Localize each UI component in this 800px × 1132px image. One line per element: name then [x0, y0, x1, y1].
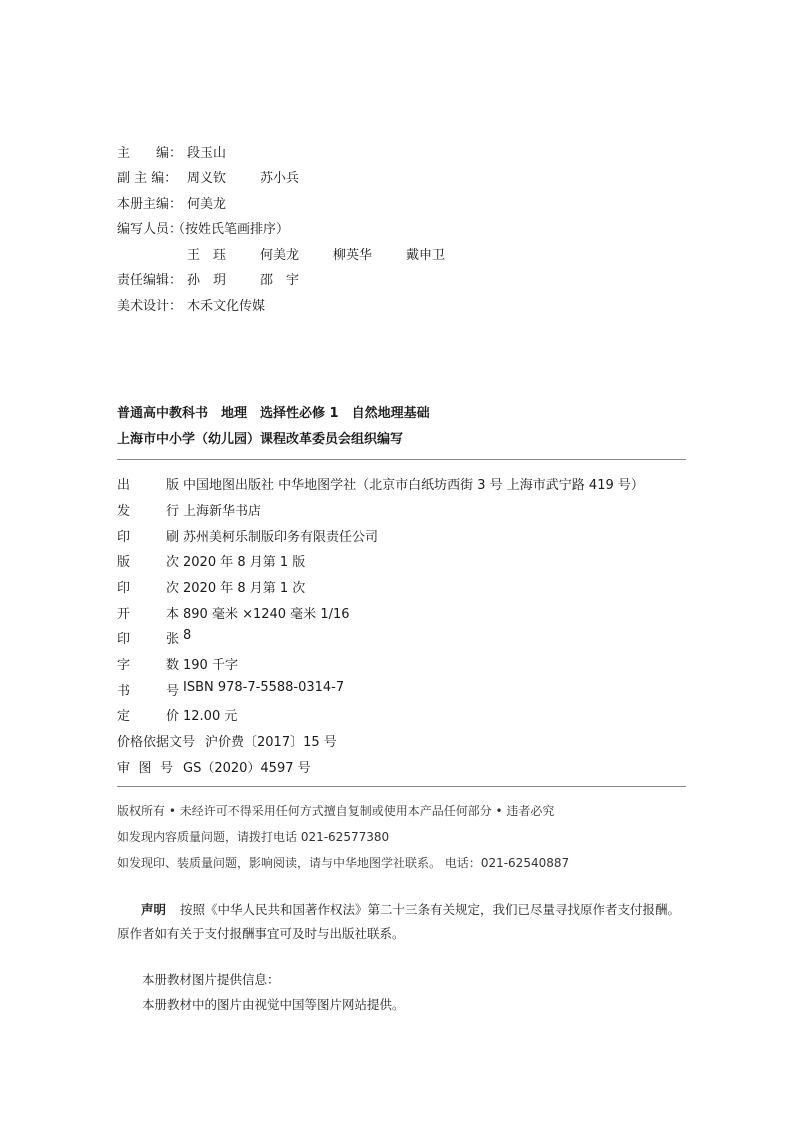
pub-label: 书号	[117, 684, 179, 699]
pub-label: 审图号	[117, 761, 173, 776]
pub-label: 印张	[117, 632, 179, 647]
pub-value: 中国地图出版社 中华地图学社（北京市白纸坊西街 3 号 上海市武宁路 419 号）	[183, 478, 644, 493]
pub-label: 印刷	[117, 530, 179, 545]
pub-row	[117, 577, 306, 596]
pub-row	[117, 680, 345, 699]
credit-name: 柳英华	[333, 248, 373, 263]
divider-top	[117, 459, 686, 460]
statement-text: 按照《中华人民共和国著作权法》第二十三条有关规定，我们已尽量寻找原作者支付报酬。原作者如有关于支付报酬事宜可及时与出版社联系。	[117, 902, 681, 941]
credit-label: 副 主 编：	[117, 171, 178, 186]
content-quality-notice: 如发现内容质量问题，请拨打电话 021-62577380	[117, 830, 390, 844]
credit-names: 段玉山	[187, 146, 227, 161]
pub-value: 12.00 元	[183, 709, 238, 724]
pub-value: 2020 年 8 月第 1 版	[183, 555, 306, 570]
statement-heading: 声明	[141, 902, 167, 917]
pub-value: GS（2020）4597 号	[183, 761, 311, 776]
pub-label: 价格依据文号	[117, 735, 196, 750]
credit-writers	[117, 218, 290, 237]
credit-volume-editor	[117, 193, 227, 212]
divider-bottom	[117, 786, 686, 787]
credit-editor-in-chief	[117, 142, 227, 161]
pub-label: 发行	[117, 504, 179, 519]
credit-names	[187, 167, 333, 186]
pub-label: 版次	[117, 555, 179, 570]
pub-label: 出版	[117, 478, 179, 493]
copyright-notice: 版权所有 • 未经许可不得采用任何方式擅自复制或使用本产品任何部分 • 违者必究	[117, 804, 555, 818]
book-title: 普通高中教科书 地理 选择性必修 1 自然地理基础	[117, 406, 430, 421]
credit-label: 编写人员：	[117, 222, 183, 237]
credit-deputy-editor	[117, 167, 300, 186]
credit-names: （按姓氏笔画排序）	[172, 222, 290, 237]
pub-label: 印次	[117, 581, 179, 596]
pub-row	[117, 474, 644, 493]
credit-names	[187, 244, 479, 263]
credit-name: 孙 玥	[187, 273, 227, 288]
pub-value: 890 毫米 ×1240 毫米 1/16	[183, 607, 350, 622]
credit-name: 王 珏	[187, 248, 227, 263]
statement	[117, 898, 688, 946]
credit-names: 何美龙	[187, 197, 227, 212]
credit-names	[187, 269, 333, 288]
picture-info-title: 本册教材图片提供信息：	[142, 972, 280, 987]
credit-responsible-editor	[117, 269, 300, 288]
credit-art-design	[117, 295, 266, 314]
pub-label: 定价	[117, 709, 179, 724]
pub-label: 字数	[117, 658, 179, 673]
pub-row	[117, 526, 379, 545]
pub-row	[117, 551, 306, 570]
pub-row	[117, 757, 311, 776]
pub-value: 上海新华书店	[183, 504, 262, 519]
pub-value: 沪价费〔2017〕15 号	[205, 735, 337, 750]
credit-name: 戴申卫	[406, 248, 446, 263]
pub-label: 开本	[117, 607, 179, 622]
pub-value: 苏州美柯乐制版印务有限责任公司	[183, 530, 379, 545]
pub-row	[117, 603, 350, 622]
picture-info-text: 本册教材中的图片由视觉中国等图片网站提供。	[142, 997, 405, 1012]
credit-label: 主 编：	[117, 146, 183, 161]
credit-label: 责任编辑：	[117, 273, 183, 288]
pub-row	[117, 705, 238, 724]
pub-row	[117, 500, 262, 519]
credit-name: 邵 宇	[260, 273, 300, 288]
credit-name: 周义钦	[187, 171, 227, 186]
pub-value: 8	[183, 628, 192, 643]
credit-names: 木禾文化传媒	[187, 299, 266, 314]
print-quality-notice: 如发现印、装质量问题，影响阅读，请与中华地图学社联系。 电话：021-62540887	[117, 856, 570, 870]
pub-value: 190 千字	[183, 658, 238, 673]
book-author: 上海市中小学（幼儿园）课程改革委员会组织编写	[117, 432, 404, 447]
pub-row	[117, 628, 192, 647]
credit-label: 本册主编：	[117, 197, 183, 212]
pub-value: ISBN 978-7-5588-0314-7	[183, 680, 345, 695]
pub-row	[117, 654, 238, 673]
credit-name: 何美龙	[260, 248, 300, 263]
pub-value: 2020 年 8 月第 1 次	[183, 581, 306, 596]
credit-label: 美术设计：	[117, 299, 183, 314]
pub-row	[117, 731, 337, 750]
credit-name: 苏小兵	[260, 171, 300, 186]
